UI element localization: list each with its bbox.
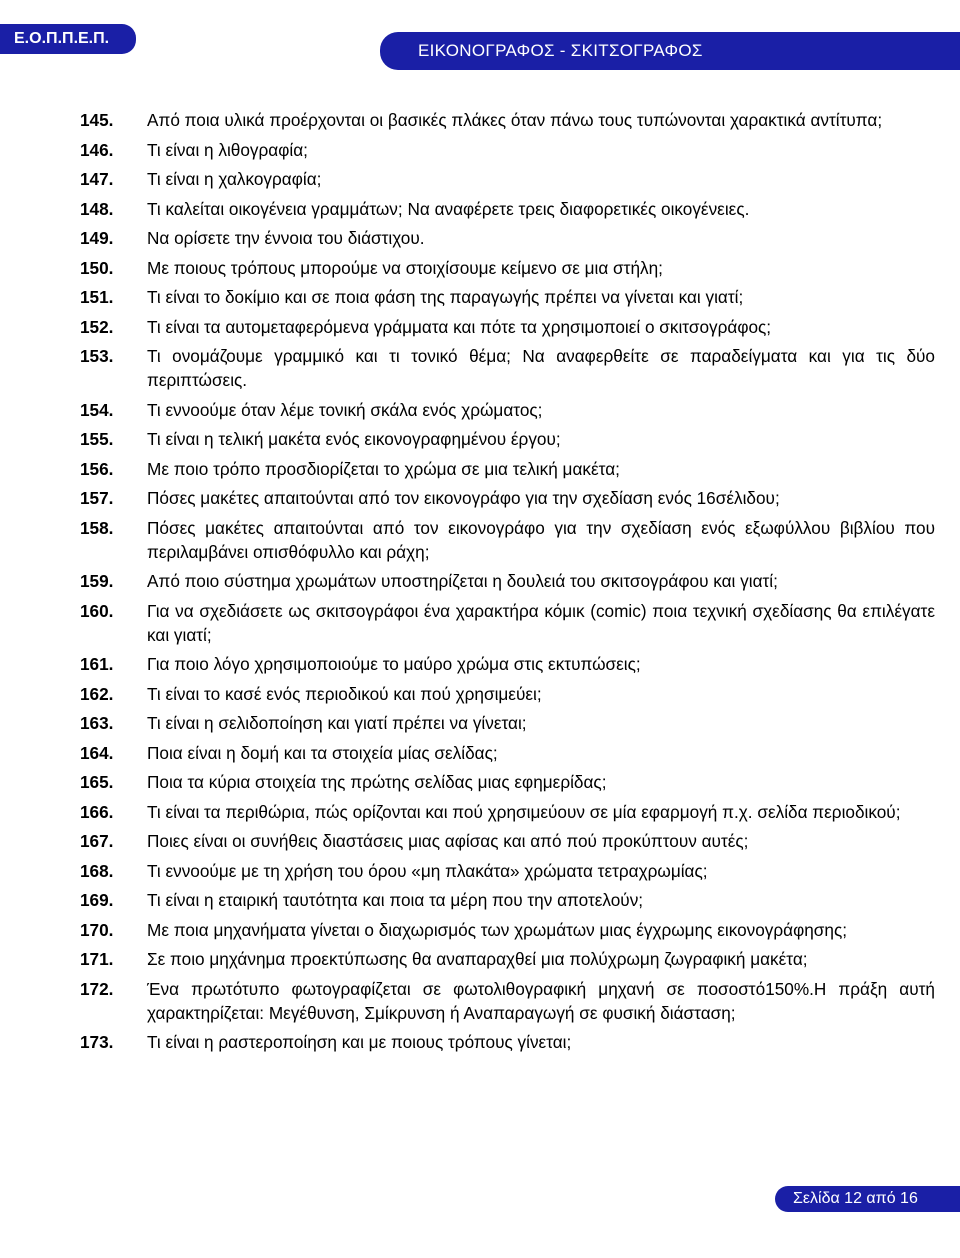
question-text: Ένα πρωτότυπο φωτογραφίζεται σε φωτολιθογραφική μηχανή σε ποσοστό150%.Η πράξη αυτή χαρακτηρίζεται: Μεγέθυνση, Σμίκρυνση ή Αναπαραγωγή σε φυσική διάσταση; — [147, 978, 935, 1023]
question-text: Από ποιο σύστημα χρωμάτων υποστηρίζεται η δουλειά του σκιτσογράφου και γιατί; — [147, 571, 778, 591]
header-organization: Ε.Ο.Π.Π.Ε.Π. — [0, 24, 136, 54]
question-number: 155. — [80, 429, 114, 449]
question-number: 158. — [80, 517, 114, 538]
page-number: Σελίδα 12 από 16 — [775, 1186, 960, 1212]
question-item — [80, 226, 935, 250]
question-item — [80, 800, 935, 824]
question-number: 173. — [80, 1032, 114, 1052]
question-number: 153. — [80, 346, 114, 366]
question-number: 159. — [80, 571, 114, 591]
question-item — [80, 256, 935, 280]
question-text: Τι είναι η τελική μακέτα ενός εικονογραφημένου έργου; — [147, 429, 561, 449]
question-item — [80, 457, 935, 481]
question-text: Να ορίσετε την έννοια του διάστιχου. — [147, 228, 425, 248]
question-number: 147. — [80, 169, 114, 189]
question-item — [80, 427, 935, 451]
question-text: Ποιες είναι οι συνήθεις διαστάσεις μιας αφίσας και από πού προκύπτουν αυτές; — [147, 831, 749, 851]
question-number: 148. — [80, 198, 114, 219]
question-number: 151. — [80, 287, 114, 307]
question-number: 154. — [80, 399, 114, 420]
question-text: Τι είναι η χαλκογραφία; — [147, 169, 322, 189]
question-list — [80, 108, 935, 1060]
question-item — [80, 947, 935, 971]
question-text: Τι είναι τα περιθώρια, πώς ορίζονται και πού χρησιμεύουν σε μία εφαρμογή π.χ. σελίδα περιοδικού; — [147, 801, 901, 822]
question-number: 160. — [80, 600, 114, 621]
question-item — [80, 888, 935, 912]
question-text: Για να σχεδιάσετε ως σκιτσογράφοι ένα χαρακτήρα κόμικ (comic) ποια τεχνική σχεδίασης θα επιλέγατε και γιατί; — [147, 600, 935, 645]
question-text: Από ποια υλικά προέρχονται οι βασικές πλάκες όταν πάνω τους τυπώνονται χαρακτικά αντίτυπα; — [147, 110, 883, 130]
question-text: Τι εννοούμε με τη χρήση του όρου «μη πλακάτα» χρώματα τετραχρωμίας; — [147, 860, 708, 881]
question-number: 162. — [80, 683, 114, 704]
question-text: Τι εννοούμε όταν λέμε τονική σκάλα ενός χρώματος; — [147, 399, 543, 420]
question-text: Ποια τα κύρια στοιχεία της πρώτης σελίδας μιας εφημερίδας; — [147, 772, 607, 792]
question-number: 145. — [80, 110, 114, 130]
question-text: Για ποιο λόγο χρησιμοποιούμε το μαύρο χρώμα στις εκτυπώσεις; — [147, 654, 641, 674]
question-number: 170. — [80, 919, 114, 940]
question-number: 167. — [80, 831, 114, 851]
question-item — [80, 859, 935, 883]
question-text: Με ποιο τρόπο προσδιορίζεται το χρώμα σε μια τελική μακέτα; — [147, 458, 620, 479]
question-text: Τι καλείται οικογένεια γραμμάτων; Να αναφέρετε τρεις διαφορετικές οικογένειες. — [147, 198, 750, 219]
question-text: Πόσες μακέτες απαιτούνται από τον εικονογράφο για την σχεδίαση ενός εξωφύλλου βιβλίου που περιλαμβάνει οπισθόφυλλο και ράχη; — [147, 517, 935, 562]
question-text: Με ποια μηχανήματα γίνεται ο διαχωρισμός των χρωμάτων μιας έγχρωμης εικονογράφησης; — [147, 919, 848, 940]
question-item — [80, 516, 935, 564]
question-number: 172. — [80, 978, 114, 999]
question-text: Σε ποιο μηχάνημα προεκτύπωσης θα αναπαραχθεί μια πολύχρωμη ζωγραφική μακέτα; — [147, 949, 808, 969]
question-number: 146. — [80, 139, 114, 160]
question-item — [80, 108, 935, 132]
question-number: 157. — [80, 488, 114, 508]
question-number: 161. — [80, 654, 114, 674]
question-number: 165. — [80, 772, 114, 792]
question-text: Τι είναι το κασέ ενός περιοδικού και πού χρησιμεύει; — [147, 683, 542, 704]
question-item — [80, 977, 935, 1025]
question-number: 164. — [80, 742, 114, 763]
question-text: Τι είναι τα αυτομεταφερόμενα γράμματα και πότε τα χρησιμοποιεί ο σκιτσογράφος; — [147, 316, 772, 337]
question-item — [80, 829, 935, 853]
question-text: Πόσες μακέτες απαιτούνται από τον εικονογράφο για την σχεδίαση ενός 16σέλιδου; — [147, 488, 780, 508]
page-header — [0, 0, 960, 70]
question-item — [80, 197, 935, 221]
question-item — [80, 344, 935, 392]
question-item — [80, 770, 935, 794]
question-item — [80, 285, 935, 309]
question-item — [80, 741, 935, 765]
question-number: 163. — [80, 713, 114, 733]
question-text: Τι είναι η εταιρική ταυτότητα και ποια τα μέρη που την αποτελούν; — [147, 890, 644, 910]
question-item — [80, 486, 935, 510]
question-text: Τι ονομάζουμε γραμμικό και τι τονικό θέμα; Να αναφερθείτε σε παραδείγματα και για τις δύο περιπτώσεις. — [147, 346, 935, 390]
header-title: ΕΙΚΟΝΟΓΡΑΦΟΣ - ΣΚΙΤΣΟΓΡΑΦΟΣ — [380, 32, 960, 70]
question-item — [80, 315, 935, 339]
question-text: Τι είναι η ραστεροποίηση και με ποιους τρόπους γίνεται; — [147, 1032, 572, 1052]
question-number: 168. — [80, 860, 114, 881]
question-number: 150. — [80, 257, 114, 278]
question-text: Τι είναι η λιθογραφία; — [147, 139, 308, 160]
question-number: 152. — [80, 316, 114, 337]
question-item — [80, 711, 935, 735]
question-item — [80, 599, 935, 647]
question-item — [80, 1030, 935, 1054]
question-text: Τι είναι η σελιδοποίηση και γιατί πρέπει να γίνεται; — [147, 713, 527, 733]
question-item — [80, 652, 935, 676]
question-number: 166. — [80, 801, 114, 822]
question-item — [80, 682, 935, 706]
question-number: 156. — [80, 458, 114, 479]
question-item — [80, 569, 935, 593]
question-number: 149. — [80, 228, 114, 248]
question-item — [80, 398, 935, 422]
question-text: Ποια είναι η δομή και τα στοιχεία μίας σελίδας; — [147, 742, 498, 763]
question-text: Με ποιους τρόπους μπορούμε να στοιχίσουμε κείμενο σε μια στήλη; — [147, 257, 663, 278]
question-text: Τι είναι το δοκίμιο και σε ποια φάση της παραγωγής πρέπει να γίνεται και γιατί; — [147, 287, 744, 307]
question-number: 171. — [80, 949, 114, 969]
question-item — [80, 138, 935, 162]
question-item — [80, 167, 935, 191]
question-number: 169. — [80, 890, 114, 910]
question-item — [80, 918, 935, 942]
